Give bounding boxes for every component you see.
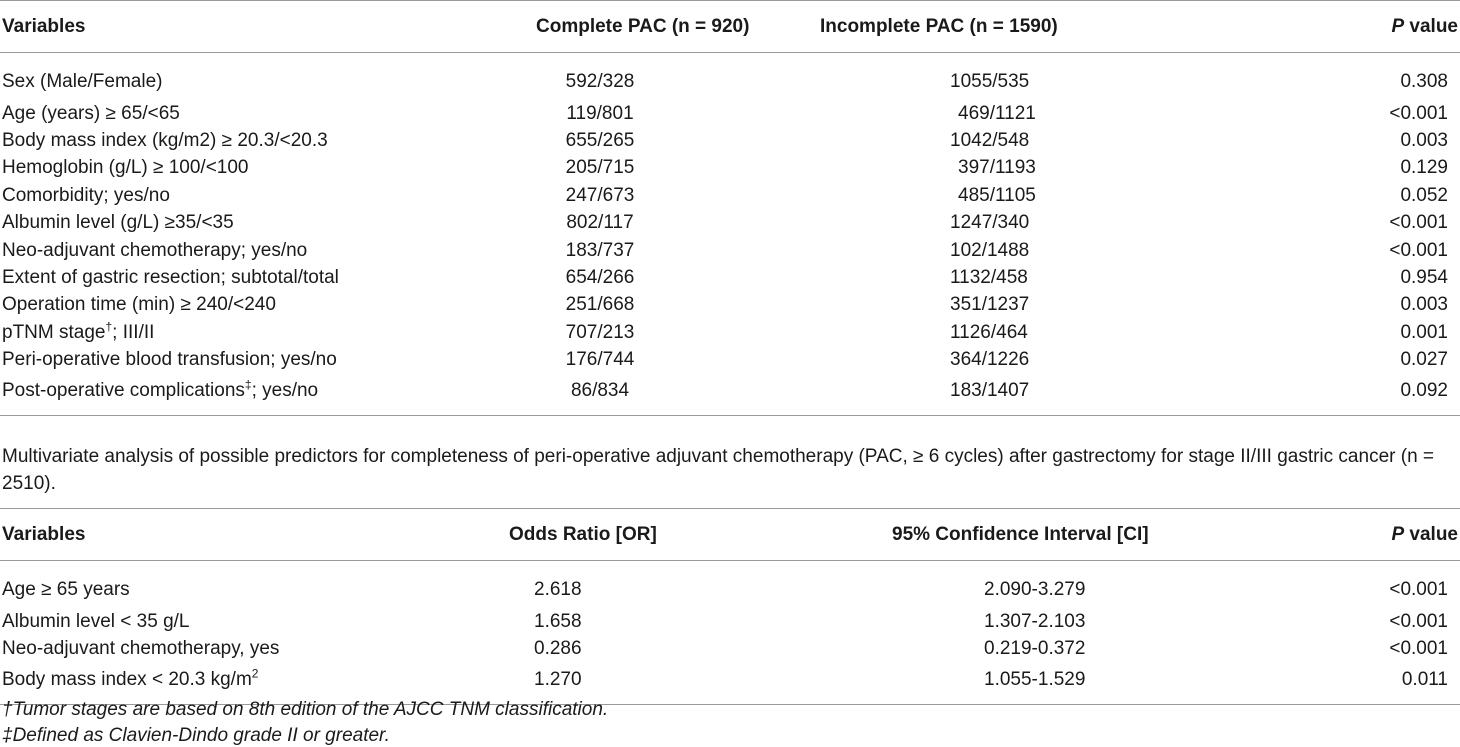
table-row	[0, 608, 1460, 635]
row-variable: Peri-operative blood transfusion; yes/no	[2, 349, 337, 371]
row-incomplete: 1055/535	[950, 70, 1030, 92]
row-variable: Albumin level < 35 g/L	[2, 610, 190, 632]
row-variable	[0, 319, 440, 346]
table-row	[0, 374, 1460, 416]
row-variable: Age ≥ 65 years	[2, 578, 130, 600]
table-header-row	[0, 1, 1460, 53]
row-variable-rest: ; III/II	[112, 321, 155, 343]
table-row	[0, 347, 1460, 374]
row-incomplete: 364/1226	[950, 349, 1030, 371]
row-variable-main: pTNM stage	[2, 321, 106, 343]
row-variable: Neo-adjuvant chemotherapy; yes/no	[2, 239, 308, 261]
footnote-double-dagger: ‡Defined as Clavien-Dindo grade II or greater.	[2, 725, 390, 746]
row-variable: Operation time (min) ≥ 240/<240	[2, 294, 276, 316]
row-p: 0.001	[1400, 321, 1448, 343]
row-complete: 707/213	[565, 321, 635, 343]
row-incomplete: 351/1237	[950, 294, 1030, 316]
row-variable: Sex (Male/Female)	[2, 70, 163, 92]
table-row	[0, 127, 1460, 154]
row-odds-ratio: 0.286	[534, 638, 582, 660]
header-p-value	[1250, 1, 1460, 53]
row-p: <0.001	[1389, 610, 1448, 632]
row-incomplete: 1132/458	[950, 267, 1028, 289]
table-row	[0, 292, 1460, 319]
row-p: 0.129	[1400, 157, 1448, 179]
row-complete: 86/834	[570, 379, 630, 401]
row-p: <0.001	[1389, 239, 1448, 261]
dagger-mark: †	[105, 319, 113, 334]
row-variable: Neo-adjuvant chemotherapy, yes	[2, 638, 280, 660]
table-row	[0, 635, 1460, 662]
table-caption: Multivariate analysis of possible predictors for completeness of peri-operative adjuvant chemotherapy (PAC, ≥ 6 cycles) after gastrectomy for stage II/III gastric cancer (n = 2510).	[2, 446, 1435, 494]
multivariate-table	[0, 508, 1460, 705]
table-header-row	[0, 509, 1460, 561]
row-incomplete: 1247/340	[950, 212, 1030, 234]
row-p: 0.052	[1400, 184, 1448, 206]
header-odds-ratio: Odds Ratio [OR]	[509, 523, 657, 545]
row-p: <0.001	[1389, 102, 1448, 124]
row-complete: 654/266	[565, 267, 635, 289]
row-p: 0.003	[1400, 294, 1448, 316]
row-ci: 2.090-3.279	[984, 578, 1086, 600]
row-p: 0.011	[1401, 668, 1448, 690]
header-variables: Variables	[2, 523, 86, 545]
row-odds-ratio: 1.658	[534, 610, 582, 632]
table-row	[0, 561, 1460, 609]
table-row	[0, 264, 1460, 291]
header-variables: Variables	[2, 15, 86, 37]
row-complete: 119/801	[566, 102, 634, 124]
table-row	[0, 100, 1460, 127]
header-confidence-interval: 95% Confidence Interval [CI]	[892, 523, 1149, 545]
row-odds-ratio: 2.618	[534, 578, 582, 600]
row-incomplete: 469/1121	[958, 102, 1036, 124]
table-row	[0, 182, 1460, 209]
header-incomplete-pac: Incomplete PAC (n = 1590)	[820, 15, 1058, 37]
row-complete: 176/744	[565, 349, 635, 371]
header-complete-pac: Complete PAC (n = 920)	[536, 15, 750, 37]
row-variable: Age (years) ≥ 65/<65	[2, 102, 180, 124]
row-odds-ratio: 1.270	[534, 668, 582, 690]
double-dagger-mark: ‡	[244, 377, 252, 392]
row-variable: Hemoglobin (g/L) ≥ 100/<100	[2, 157, 249, 179]
header-p-italic: P	[1391, 523, 1405, 545]
table-row	[0, 319, 1460, 346]
row-p: <0.001	[1389, 638, 1448, 660]
row-incomplete: 1042/548	[950, 130, 1030, 152]
row-ci: 1.307-2.103	[984, 610, 1086, 632]
row-p: <0.001	[1389, 212, 1448, 234]
row-variable	[0, 374, 440, 416]
row-p: 0.092	[1400, 379, 1448, 401]
row-variable-rest: ; yes/no	[251, 379, 319, 401]
row-variable-main: Post-operative complications	[2, 379, 245, 401]
row-variable-main: Body mass index < 20.3 kg/m	[2, 668, 252, 690]
row-incomplete: 183/1407	[950, 379, 1030, 401]
row-complete: 251/668	[565, 294, 635, 316]
row-ci: 0.219-0.372	[984, 638, 1086, 660]
header-p-italic: P	[1391, 15, 1405, 37]
row-variable: Body mass index (kg/m2) ≥ 20.3/<20.3	[2, 130, 328, 152]
row-complete: 592/328	[565, 70, 635, 92]
row-incomplete: 102/1488	[950, 239, 1030, 261]
row-ci: 1.055-1.529	[984, 668, 1086, 690]
row-p: 0.003	[1400, 130, 1448, 152]
row-variable: Comorbidity; yes/no	[2, 184, 170, 206]
table-row	[0, 237, 1460, 264]
row-complete: 802/117	[566, 212, 634, 234]
row-incomplete: 1126/464	[950, 321, 1028, 343]
row-complete: 205/715	[565, 157, 635, 179]
row-incomplete: 397/1193	[958, 157, 1036, 179]
row-complete: 183/737	[565, 239, 635, 261]
table-row	[0, 53, 1460, 101]
row-variable: Albumin level (g/L) ≥35/<35	[2, 212, 234, 234]
header-value-word: value	[1409, 523, 1458, 545]
row-complete: 247/673	[565, 184, 635, 206]
header-p-value	[1250, 509, 1460, 561]
row-incomplete: 485/1105	[958, 184, 1036, 206]
footnote-dagger: †Tumor stages are based on 8th edition of the AJCC TNM classification.	[2, 699, 609, 720]
row-complete: 655/265	[565, 130, 635, 152]
row-p: 0.954	[1400, 267, 1448, 289]
table-row	[0, 155, 1460, 182]
row-variable: Extent of gastric resection; subtotal/total	[2, 267, 339, 289]
superscript-two: 2	[251, 666, 259, 681]
header-value-word: value	[1409, 15, 1458, 37]
table-row	[0, 210, 1460, 237]
row-p: <0.001	[1389, 578, 1448, 600]
row-p: 0.308	[1400, 70, 1448, 92]
row-p: 0.027	[1400, 349, 1448, 371]
